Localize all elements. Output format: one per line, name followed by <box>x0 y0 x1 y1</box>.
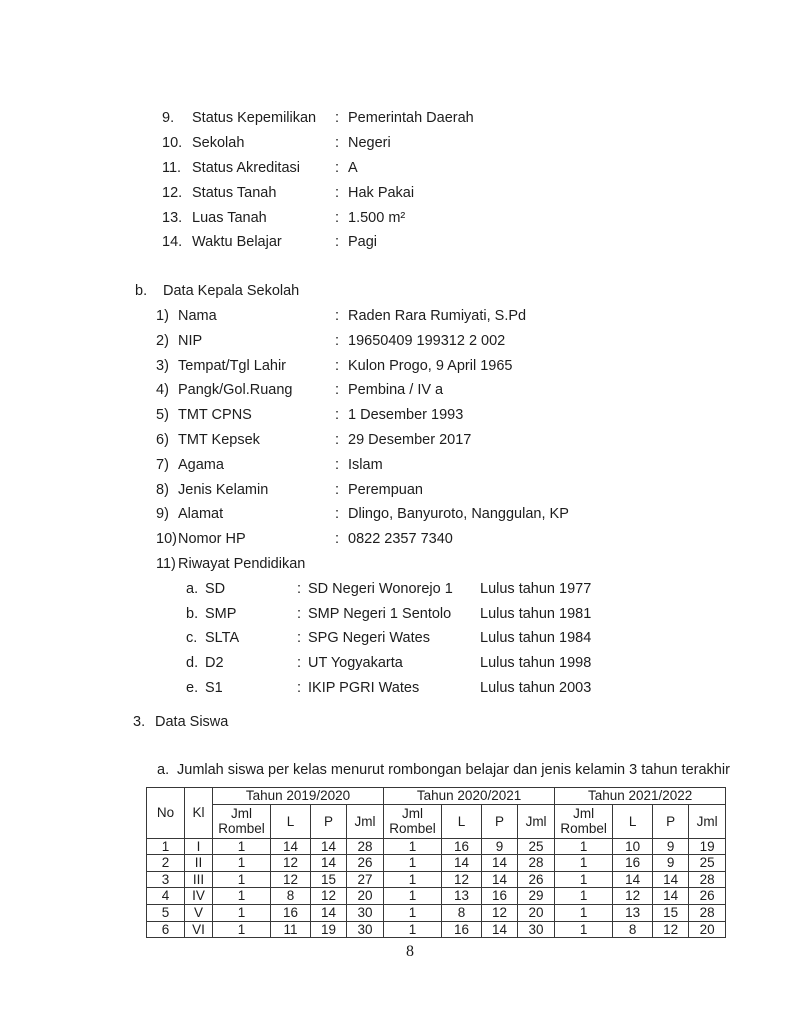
item-label: Status Kepemilikan <box>192 110 317 127</box>
student-table-cell: II <box>185 855 213 872</box>
item-label: NIP <box>178 332 203 349</box>
student-table-cell: 27 <box>347 871 384 888</box>
col-header-total: Jml <box>347 804 384 838</box>
principal-data-list <box>0 304 791 577</box>
item-number: 13. <box>162 209 183 226</box>
item-label: Status Akreditasi <box>192 159 300 176</box>
student-table-cell: 1 <box>213 904 271 921</box>
student-table-cell: 28 <box>518 855 555 872</box>
student-table-cell: 1 <box>384 838 442 855</box>
student-table-cell: 9 <box>653 855 689 872</box>
item-value: 0822 2357 7340 <box>348 531 453 548</box>
school-identity-list <box>0 106 791 255</box>
item-value: IKIP PGRI Wates <box>308 679 420 696</box>
item-value: SMP Negeri 1 Sentolo <box>308 605 452 622</box>
col-header-year-2020: Tahun 2020/2021 <box>384 787 555 804</box>
item-label: Sekolah <box>192 135 245 152</box>
item-number: 7) <box>156 456 169 473</box>
principal-item <box>0 527 791 552</box>
student-table-cell: 15 <box>653 904 689 921</box>
student-table-cell: 9 <box>653 838 689 855</box>
student-table-cell: 1 <box>213 888 271 905</box>
student-table-cell: 1 <box>555 904 613 921</box>
student-table-cell: 28 <box>347 838 384 855</box>
table-caption-text: Jumlah siswa per kelas menurut rombongan belajar dan jenis kelamin 3 tahun terakhir <box>177 761 730 778</box>
item-number: 14. <box>162 234 183 251</box>
education-item <box>0 576 791 601</box>
principal-item <box>0 477 791 502</box>
student-table-cell: 14 <box>442 855 482 872</box>
principal-item <box>0 502 791 527</box>
student-table-cell: 14 <box>613 871 653 888</box>
student-table-cell: 8 <box>271 888 311 905</box>
item-label: SMP <box>205 605 237 622</box>
identity-item <box>0 205 791 230</box>
item-number: 5) <box>156 407 169 424</box>
student-table-cell: 1 <box>213 855 271 872</box>
colon-separator: : <box>335 357 340 374</box>
graduation-info: Lulus tahun 2003 <box>480 679 592 696</box>
item-number: 3) <box>156 357 169 374</box>
student-table-cell: 12 <box>271 855 311 872</box>
student-table-cell: 16 <box>442 838 482 855</box>
colon-separator: : <box>335 481 340 498</box>
colon-separator: : <box>335 456 340 473</box>
item-label: SD <box>205 580 226 597</box>
item-value: Pagi <box>348 234 378 251</box>
item-value: Hak Pakai <box>348 184 415 201</box>
student-table-cell: 14 <box>311 855 347 872</box>
item-number: 4) <box>156 382 169 399</box>
item-value: UT Yogyakarta <box>308 655 403 672</box>
item-value: Kulon Progo, 9 April 1965 <box>348 357 513 374</box>
item-label: Tempat/Tgl Lahir <box>178 357 286 374</box>
student-table-cell: 1 <box>384 888 442 905</box>
student-table-cell: 30 <box>518 921 555 938</box>
item-label: Nama <box>178 307 217 324</box>
item-number: 8) <box>156 481 169 498</box>
item-number: 1) <box>156 307 169 324</box>
list-marker: a. <box>157 761 170 778</box>
student-table-cell: V <box>185 904 213 921</box>
principal-item <box>0 304 791 329</box>
student-table-cell: 5 <box>147 904 185 921</box>
students-table <box>146 787 726 938</box>
principal-item <box>0 452 791 477</box>
student-table-cell: 12 <box>482 904 518 921</box>
colon-separator: : <box>335 159 340 176</box>
student-table-cell: 25 <box>518 838 555 855</box>
student-table-cell: 1 <box>384 921 442 938</box>
student-table-cell: 3 <box>147 871 185 888</box>
item-number: 10. <box>162 135 183 152</box>
student-table-cell: 28 <box>689 904 726 921</box>
principal-item <box>0 353 791 378</box>
principal-item <box>0 552 791 577</box>
col-header-year-2019: Tahun 2019/2020 <box>213 787 384 804</box>
student-table-row <box>147 871 726 888</box>
student-table-cell: 14 <box>653 871 689 888</box>
item-label: Alamat <box>178 506 224 523</box>
student-table-cell: 19 <box>689 838 726 855</box>
student-table-cell: 26 <box>518 871 555 888</box>
item-number: 12. <box>162 184 183 201</box>
colon-separator: : <box>335 506 340 523</box>
item-value: SPG Negeri Wates <box>308 630 430 647</box>
colon-separator: : <box>335 531 340 548</box>
item-value: Perempuan <box>348 481 423 498</box>
colon-separator: : <box>335 431 340 448</box>
item-label: S1 <box>205 679 223 696</box>
student-table-cell: IV <box>185 888 213 905</box>
education-item <box>0 601 791 626</box>
student-table-row <box>147 838 726 855</box>
students-section-heading <box>0 709 791 734</box>
item-value: 29 Desember 2017 <box>348 431 472 448</box>
item-value: SD Negeri Wonorejo 1 <box>308 580 453 597</box>
table-year-header-row <box>147 787 726 804</box>
section-title: Data Siswa <box>155 713 229 730</box>
student-table-cell: 30 <box>347 921 384 938</box>
student-table-cell: 1 <box>555 888 613 905</box>
student-table-row <box>147 904 726 921</box>
student-table-cell: 14 <box>653 888 689 905</box>
education-item <box>0 626 791 651</box>
students-table-caption <box>0 757 791 782</box>
student-table-cell: 1 <box>213 921 271 938</box>
item-number: 10) <box>156 531 177 548</box>
student-table-cell: 1 <box>213 838 271 855</box>
student-table-cell: 1 <box>213 871 271 888</box>
student-table-cell: 16 <box>442 921 482 938</box>
student-table-cell: 1 <box>384 871 442 888</box>
colon-separator: : <box>335 184 340 201</box>
student-table-cell: 25 <box>689 855 726 872</box>
item-number: 9) <box>156 506 169 523</box>
student-table-cell: 8 <box>442 904 482 921</box>
principal-item <box>0 403 791 428</box>
student-table-cell: 1 <box>555 871 613 888</box>
student-table-cell: 12 <box>311 888 347 905</box>
item-number: 11) <box>156 555 176 572</box>
student-table-cell: 14 <box>311 838 347 855</box>
identity-item <box>0 131 791 156</box>
identity-item <box>0 156 791 181</box>
item-value: Islam <box>348 456 383 473</box>
principal-item <box>0 428 791 453</box>
student-table-cell: 16 <box>271 904 311 921</box>
student-table-cell: 14 <box>482 921 518 938</box>
student-table-cell: 14 <box>482 871 518 888</box>
col-header-rombel: Jml Rombel <box>213 804 271 838</box>
education-item <box>0 676 791 701</box>
list-marker: b. <box>135 283 148 300</box>
item-value: Dlingo, Banyuroto, Nanggulan, KP <box>348 506 569 523</box>
colon-separator: : <box>335 332 340 349</box>
colon-separator: : <box>335 234 340 251</box>
item-label: TMT Kepsek <box>178 431 260 448</box>
student-table-cell: 2 <box>147 855 185 872</box>
education-item <box>0 651 791 676</box>
student-table-cell: 6 <box>147 921 185 938</box>
student-table-cell: 10 <box>613 838 653 855</box>
colon-separator: : <box>335 382 340 399</box>
student-table-row <box>147 921 726 938</box>
item-number: a. <box>186 580 199 597</box>
item-value: 19650409 199312 2 002 <box>348 332 506 349</box>
student-table-cell: 26 <box>347 855 384 872</box>
item-value: Negeri <box>348 135 391 152</box>
student-table-cell: 16 <box>613 855 653 872</box>
student-table-cell: 20 <box>347 888 384 905</box>
student-table-cell: VI <box>185 921 213 938</box>
col-header-male: L <box>613 804 653 838</box>
student-table-cell: 1 <box>555 921 613 938</box>
col-header-total: Jml <box>689 804 726 838</box>
colon-separator: : <box>335 135 340 152</box>
col-header-female: P <box>482 804 518 838</box>
item-value: Raden Rara Rumiyati, S.Pd <box>348 307 527 324</box>
principal-item <box>0 378 791 403</box>
students-table-wrapper <box>146 787 791 938</box>
item-label: D2 <box>205 655 224 672</box>
student-table-cell: 13 <box>442 888 482 905</box>
col-header-rombel: Jml Rombel <box>555 804 613 838</box>
graduation-info: Lulus tahun 1977 <box>480 580 592 597</box>
col-header-no: No <box>147 787 185 838</box>
student-table-cell: 14 <box>271 838 311 855</box>
student-table-cell: 15 <box>311 871 347 888</box>
col-header-year-2021: Tahun 2021/2022 <box>555 787 726 804</box>
item-label: Pangk/Gol.Ruang <box>178 382 293 399</box>
item-number: c. <box>186 630 198 647</box>
student-table-cell: 1 <box>147 838 185 855</box>
student-table-cell: III <box>185 871 213 888</box>
identity-item <box>0 106 791 131</box>
colon-separator: : <box>335 110 340 127</box>
item-label: Nomor HP <box>178 531 246 548</box>
student-table-cell: 1 <box>384 855 442 872</box>
page-number: 8 <box>406 943 414 960</box>
col-header-female: P <box>311 804 347 838</box>
item-value: Pemerintah Daerah <box>348 110 474 127</box>
item-number: b. <box>186 605 199 622</box>
col-header-male: L <box>271 804 311 838</box>
item-value: A <box>348 159 358 176</box>
col-header-class: Kl <box>185 787 213 838</box>
colon-separator: : <box>297 655 302 672</box>
student-table-cell: 28 <box>689 871 726 888</box>
student-table-cell: 29 <box>518 888 555 905</box>
student-table-cell: 1 <box>384 904 442 921</box>
student-table-cell: 14 <box>482 855 518 872</box>
student-table-cell: 30 <box>347 904 384 921</box>
colon-separator: : <box>335 307 340 324</box>
principal-section-heading <box>0 279 791 304</box>
student-table-cell: 19 <box>311 921 347 938</box>
student-table-cell: 12 <box>653 921 689 938</box>
colon-separator: : <box>335 209 340 226</box>
student-table-row <box>147 855 726 872</box>
item-label: Waktu Belajar <box>192 234 282 251</box>
student-table-cell: 14 <box>311 904 347 921</box>
colon-separator: : <box>297 679 302 696</box>
student-table-cell: 12 <box>613 888 653 905</box>
student-table-cell: 13 <box>613 904 653 921</box>
student-table-cell: 8 <box>613 921 653 938</box>
identity-item <box>0 180 791 205</box>
col-header-total: Jml <box>518 804 555 838</box>
colon-separator: : <box>297 580 302 597</box>
item-label: Luas Tanah <box>192 209 267 226</box>
principal-item <box>0 328 791 353</box>
students-table-body <box>147 838 726 937</box>
col-header-male: L <box>442 804 482 838</box>
item-number: 11. <box>162 159 182 176</box>
item-number: d. <box>186 655 199 672</box>
graduation-info: Lulus tahun 1984 <box>480 630 592 647</box>
student-table-cell: 1 <box>555 838 613 855</box>
col-header-rombel: Jml Rombel <box>384 804 442 838</box>
item-label: Jenis Kelamin <box>178 481 269 498</box>
page-content <box>0 106 791 938</box>
student-table-cell: 12 <box>442 871 482 888</box>
item-label: TMT CPNS <box>178 407 252 424</box>
student-table-cell: I <box>185 838 213 855</box>
student-table-cell: 20 <box>689 921 726 938</box>
item-value: 1.500 m² <box>348 209 406 226</box>
section-title: Data Kepala Sekolah <box>163 283 300 300</box>
item-label: Status Tanah <box>192 184 277 201</box>
student-table-cell: 20 <box>518 904 555 921</box>
student-table-cell: 12 <box>271 871 311 888</box>
colon-separator: : <box>297 605 302 622</box>
student-table-cell: 1 <box>555 855 613 872</box>
identity-item <box>0 230 791 255</box>
item-value: 1 Desember 1993 <box>348 407 464 424</box>
item-number: 6) <box>156 431 169 448</box>
item-label: Agama <box>178 456 224 473</box>
student-table-cell: 11 <box>271 921 311 938</box>
item-label: SLTA <box>205 630 240 647</box>
table-sub-header-row <box>147 804 726 838</box>
item-label: Riwayat Pendidikan <box>178 555 306 572</box>
item-value: Pembina / IV a <box>348 382 444 399</box>
student-table-cell: 26 <box>689 888 726 905</box>
list-marker: 3. <box>133 713 146 730</box>
student-table-cell: 4 <box>147 888 185 905</box>
colon-separator: : <box>297 630 302 647</box>
student-table-cell: 16 <box>482 888 518 905</box>
education-history-list <box>0 576 791 700</box>
colon-separator: : <box>335 407 340 424</box>
col-header-female: P <box>653 804 689 838</box>
item-number: 9. <box>162 110 175 127</box>
item-number: e. <box>186 679 199 696</box>
student-table-row <box>147 888 726 905</box>
graduation-info: Lulus tahun 1998 <box>480 655 592 672</box>
student-table-cell: 9 <box>482 838 518 855</box>
graduation-info: Lulus tahun 1981 <box>480 605 592 622</box>
item-number: 2) <box>156 332 169 349</box>
